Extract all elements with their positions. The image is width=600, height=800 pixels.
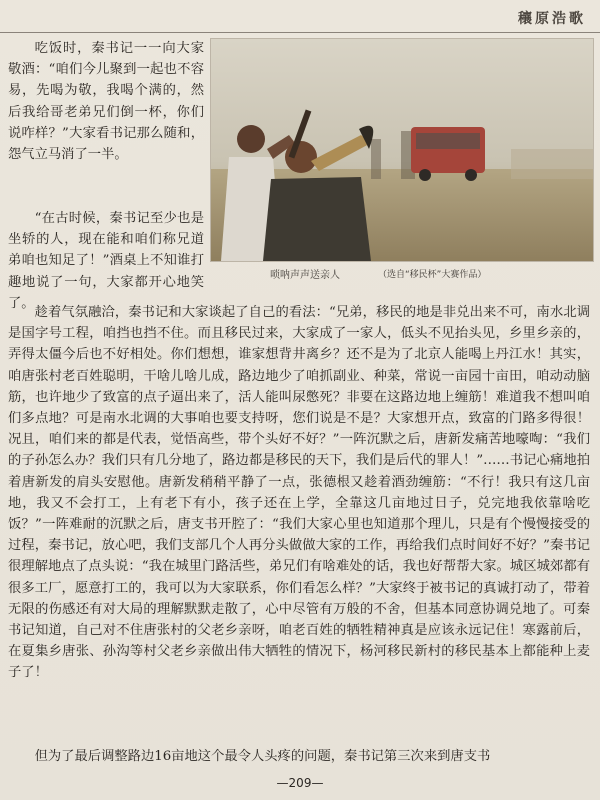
caption-text: 唢呐声声送亲人 [270,270,340,281]
caption-credit: （选自“移民杯”大赛作品） [378,270,487,280]
paragraph-3: 但为了最后调整路边16亩地这个最令人头疼的问题，秦书记第三次来到唐支书 [34,749,491,764]
photo-suona-farewell [210,38,594,262]
paragraph-2-continued: 趁着气氛融洽，秦书记和大家谈起了自己的看法：“兄弟，移民的地是非兑出来不可，南水北调是国字号工程，咱挡也挡不住。而且移民过来，大家成了一家人，低头不见抬头见，乡里乡亲的，弄得太僵今后也不好相处。你们想想，谁家想背井离乡？还不是为了北京人能喝上丹江水！其实，咱唐张村老百姓聪明，干啥儿啥儿成，路边地少了咱抓副业、种菜，常说一亩园十亩田，咱动动脑筋，也许地少了致富的点子逼出来了，活人能叫尿憋死？非要在这路边地上缠筋！难道我不想叫咱们多点地？可是南水北调的大事咱也要支持呀，您们说是不是？大家想开点，致富的门路多得很！况且，咱们来的都是代表，觉悟高些，带个头好不好？”一阵沉默之后，唐新发痛苦地嚎啕：“我们的子孙怎么办？我们只有几分地了，路边都是移民的天下，我们是后代的罪人！”……书记心痛地拍着唐新发的肩头安慰他。唐新发稍稍平静了一点，张德根又趁着酒劲缠筋：“不行！我只有这几亩地，我又不会打工，上有老下有小，孩子还在上学，全靠这几亩地过日子，兑完地我依靠啥吃饭？”一阵难耐的沉默之后，唐支书开腔了：“我们大家心里也知道那个理儿，只是有个慢慢接受的过程，秦书记，放心吧，我们支部几个人再分头做做大家的工作，再给我们点时间好不好？”秦书记很理解地点了点头说：“我在城里门路活些，弟兄们有啥难处的话，我也好帮帮大家。城区城郊都有很多工厂，愿意打工的，我可以为大家联系，你们看怎么样？”大家终于被书记的真诚打动了，带着无限的伤感还有对大局的理解默默走散了，心中尽管有万般的不舍，但基本同意协调兑地了。可秦书记知道，自己对不住唐张村的父老乡亲呀，咱老百姓的牺牲精神真是应该永远记住！寒露前后，在夏集乡唐张、孙沟等村父老乡亲做出伟大牺牲的情况下，杨河移民新村的移民基本上都能种上麦子了！ [8,305,590,681]
page-number: —209— [276,776,324,790]
paragraph-2-start: “在古时候，秦书记至少也是坐轿的人，现在能和咱们称兄道弟咱也知足了！”酒桌上不知谁打趣地说了一句，大家都开心地笑了。 [8,211,204,311]
header-rule [0,32,600,33]
paragraph-1: 吃饭时，秦书记一一向大家敬酒：“咱们今儿聚到一起也不容易，先喝为敬，我喝个满的，然后我给哥老弟兄们倒一杯，你们说咋样？”大家看书记那么随和，怨气立马消了一半。 [8,41,204,163]
bus-shape [411,127,485,181]
photo-caption [210,264,592,282]
photo-illustration [211,39,593,261]
running-head: 穰原浩歌 [518,11,586,27]
